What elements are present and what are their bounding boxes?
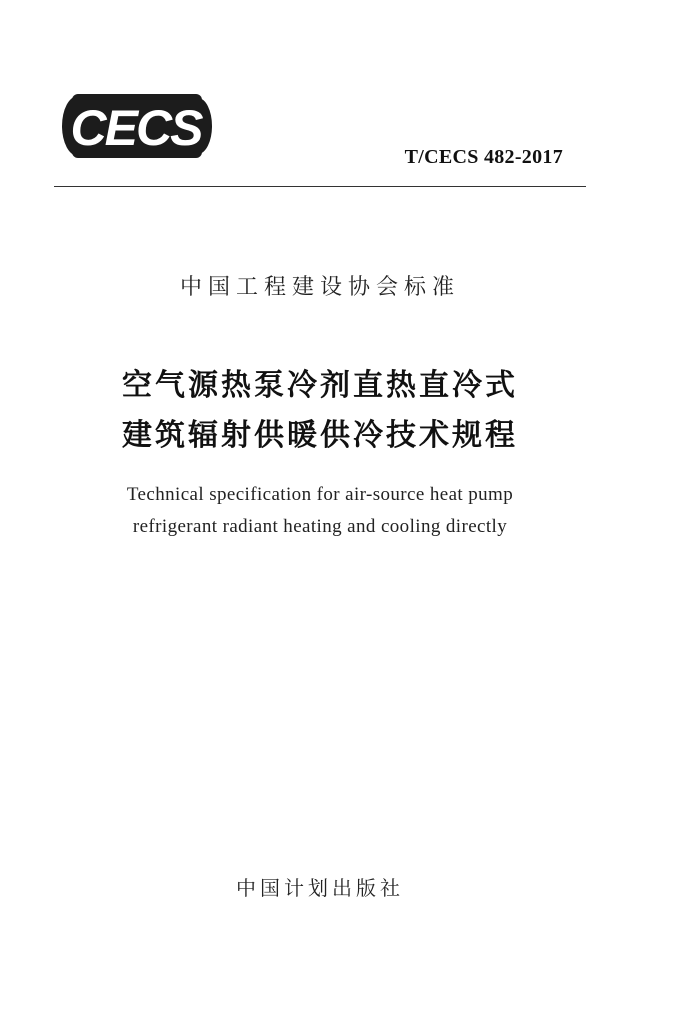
english-title-line-1: Technical specification for air-source heat pump [126,484,514,505]
chinese-title-line-2: 建筑辐射供暖供冷技术规程 [122,418,518,453]
english-title-line-2: refrigerant radiant heating and cooling directly [132,516,508,537]
cecs-logo-mark [58,86,214,166]
header-divider [54,186,586,187]
publisher-name: 中国计划出版社 [236,876,404,900]
cecs-logo [58,86,214,166]
standard-number: T/CECS 482-2017 [404,146,563,168]
logo-lettering: CECS [70,100,202,156]
organization-standard-label: 中国工程建设协会标准 [179,275,460,300]
chinese-title-line-1: 空气源热泵冷剂直热直冷式 [122,368,518,403]
